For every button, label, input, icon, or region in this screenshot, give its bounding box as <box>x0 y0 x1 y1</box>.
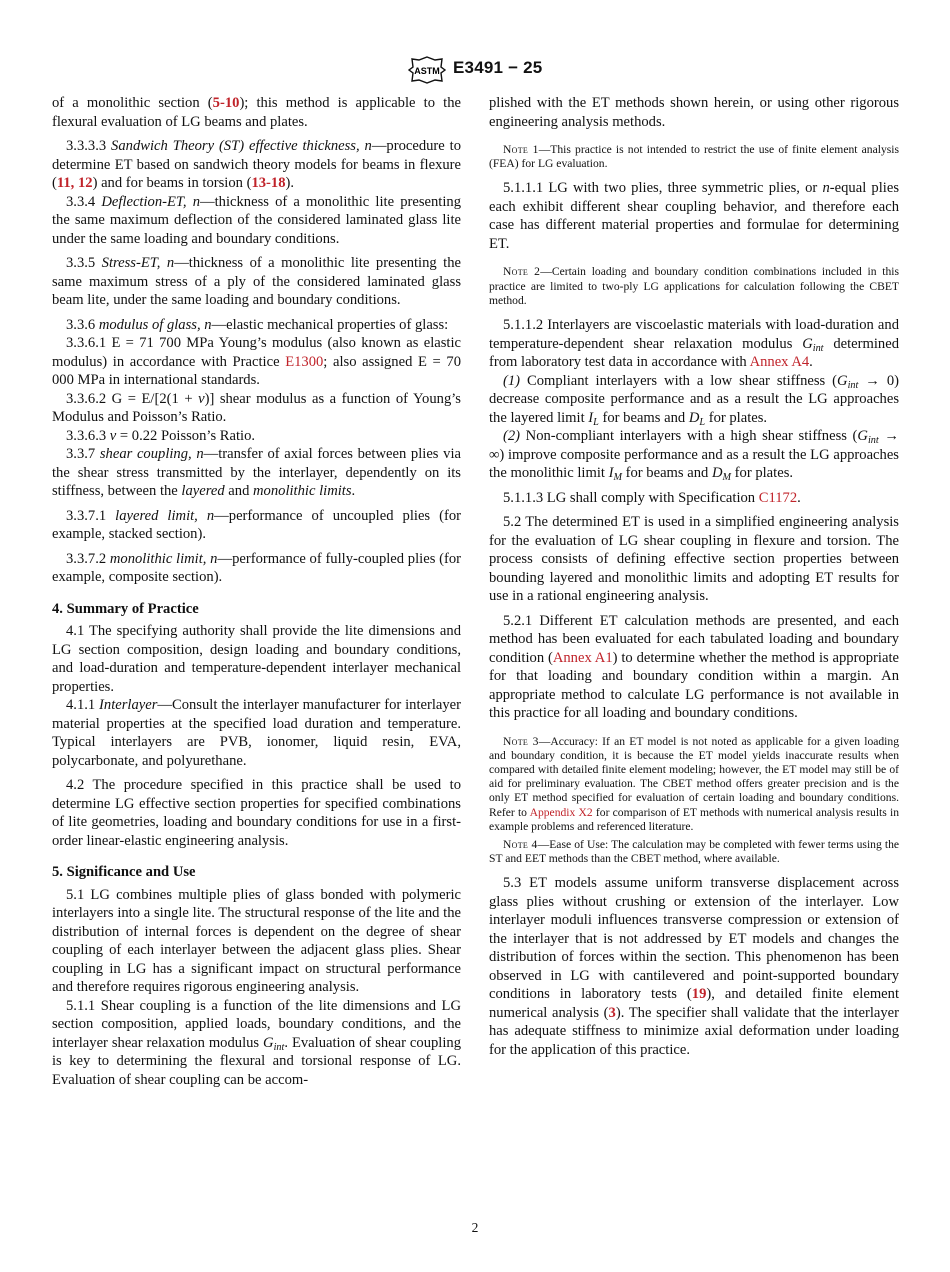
term: Deflection-ET, n <box>101 193 201 210</box>
note-label: Note 2 <box>503 265 541 279</box>
term: Interlayer <box>99 697 158 713</box>
term: monolithic limit, n <box>109 550 218 567</box>
paragraph-3-3-7-1: 3.3.7.1 layered limit, n—performance of uncoupled plies (for example, stacked section). <box>52 507 462 542</box>
note-label: Note 3 <box>503 734 539 748</box>
note-3: Note 3—Accuracy: If an ET model is not noted as applicable for a given loading and boundary condition, it is because the ET model yields inaccurate results when compared with detailed finite element modeling; however, the ET model may still be of aid for preliminary evaluation. The CBET method offers greater precision and is the only ET method specified for evaluation of certain loading and boundary conditions. Refer to Appendix X2 for comparison of ET methods with numerical analysis results in example problems and referenced literature. <box>489 734 900 833</box>
page-header <box>0 56 950 86</box>
astm-logo <box>408 56 446 84</box>
section-heading-5: 5. Significance and Use <box>52 864 196 880</box>
section-heading-4: 4. Summary of Practice <box>52 600 199 617</box>
paragraph-5-1-1-2-1: (1) Compliant interlayers with a low shear stiffness $(G_{int} \to 0)$ decrease composite performance and as a result the LG approaches the layered limit $I_L$ for beams and $D_L$ for plates. <box>489 372 899 428</box>
left-column <box>52 94 461 1089</box>
term: layered limit, n <box>115 507 215 524</box>
paragraph-5-1-1-1: 5.1.1.1 LG with two plies, three symmetric plies, or n-equal plies each exhibit different shear coupling behavior, and therefore each case has different material properties and formulae for determining ET. <box>489 180 899 252</box>
paragraph-3-3-7: 3.3.7 shear coupling, n—transfer of axial forces between plies via the shear stress transmitted by the interlayer, dependently on its stiffness, between the layered and monolithic limits. <box>52 446 461 499</box>
paragraph-3-3-4: 3.3.4 Deflection-ET, n—thickness of a monolithic lite presenting the same maximum deflection of the considered laminated glass lite under the same loading and boundary conditions. <box>52 193 461 247</box>
paragraph-3-3-6-2: 3.3.6.2 G = E/[2(1 + ν)] shear modulus as a function of Young’s Modulus and Poisson’s Ratio. <box>52 390 461 425</box>
term: shear coupling, n <box>99 446 204 462</box>
paragraph-3-3-6: 3.3.6 modulus of glass, n—elastic mechanical properties of glass: <box>66 316 449 333</box>
paragraph-4-1: 4.1 The specifying authority shall provide the lite dimensions and LG section composition, design loading and boundary conditions, and load-duration and temperature-dependent interlayer mechanical properties. <box>52 623 461 695</box>
annex-a1-link[interactable]: Annex A1 <box>552 649 613 666</box>
page-number: 2 <box>471 1220 479 1235</box>
standard-designation: E3491 − 25 <box>453 58 543 77</box>
appendix-x2-link[interactable]: Appendix X2 <box>529 805 593 819</box>
paragraph-5-1: 5.1 LG combines multiple plies of glass bonded with polymeric interlayers into a single lite. The structural response of the lite and the distribution of internal forces is dependent on the degree of shear coupling of each interlayer between the adjacent glass plies. Shear coupling in LG has a significant impact on structural performance and therefore requires rigorous engineering analysis. <box>52 886 461 995</box>
paragraph-5-1-1: 5.1.1 Shear coupling is a function of the lite dimensions and LG section composition, applied loads, boundary conditions, and the interlayer shear relaxation modulus $G_{int}$. Evaluation of shear coupling is key to determining the flexural and torsional response of LG. Evaluation of shear coupling can be accom- <box>52 997 461 1088</box>
note-label: Note 4 <box>503 837 538 851</box>
paragraph-5-1-1-2-2: (2) Non-compliant interlayers with a high shear stiffness ($G_{int}$ → ∞) improve composite performance and as a result the LG approaches the monolithic limit $I_M$ for beams and $D_M$ for plates. <box>489 428 899 484</box>
annex-a4-link[interactable]: Annex A4 <box>749 354 810 371</box>
paragraph-5-1-1-2: 5.1.1.2 Interlayers are viscoelastic materials with load-duration and temperature-dependent shear relaxation modulus $G_{int}$ determined from laboratory test data in accordance with Annex A4. <box>489 317 899 371</box>
paragraph-3-3-3-3: 3.3.3.3 Sandwich Theory (ST) effective thickness, n—procedure to determine ET based on sandwich theory models for beams in flexure (11, 12) and for beams in torsion (13-18). <box>52 138 462 191</box>
note-4: Note 4—Ease of Use: The calculation may be completed with fewer terms using the ST and EET methods than the CBET method, where available. <box>489 837 900 866</box>
note-1: Note 1—This practice is not intended to restrict the use of finite element analysis (FEA) for LG evaluation. <box>489 143 899 171</box>
term: Stress-ET, n <box>101 255 175 271</box>
paragraph-5-3: 5.3 ET models assume uniform transverse displacement across glass plies without crushing or extension of the interlayer. Low interlayer moduli influences transverse compression or extension of the interlayer that is not addressed by ET models and changes the distribution of forces within the section. This phenomenon has been observed in LG with cantilevered and point-supported boundary conditions in laboratory tests (19), and detailed finite element numerical analysis (3). The specifier shall validate that the interlayer has adequate stiffness to minimize axial deformation under loading for the application of this practice. <box>489 875 899 1058</box>
reference-link[interactable]: 13-18 <box>251 175 286 191</box>
paragraph-3-3-6-3: 3.3.6.3 ν = 0.22 Poisson’s Ratio. <box>66 427 256 444</box>
term: Sandwich Theory (ST) effective thickness, n <box>111 138 372 154</box>
paragraph-5-2: 5.2 The determined ET is used in a simplified engineering analysis for the evaluation of LG shear coupling in flexure and torsion. The process consists of defining effective section properties between bounding layered and monolithic limits and adopting ET results for use in a rational engineering analysis. <box>489 514 899 605</box>
astm-logo-text: ASTM <box>414 66 440 76</box>
paragraph-3-3-5: 3.3.5 Stress-ET, n—thickness of a monolithic lite presenting the same maximum stress of a ply of the considered laminated glass beam lite, under the same loading and boundary conditions. <box>52 255 461 308</box>
paragraph-4-1-1: 4.1.1 Interlayer—Consult the interlayer manufacturer for interlayer material properties at the specified load duration and temperature. Typical interlayers are PVB, ionomer, liquid resin, EVA, polycarbonate, and polyurethane. <box>52 697 462 769</box>
reference-link[interactable]: 5-10 <box>212 95 240 111</box>
standard-link-c1172[interactable]: C1172 <box>758 489 798 506</box>
note-2: Note 2—Certain loading and boundary condition combinations included in this practice are limited to two-ply LG applications for calculation following the CBET method. <box>489 265 899 307</box>
note-label: Note 1 <box>503 143 539 156</box>
paragraph-5-2-1: 5.2.1 Different ET calculation methods are presented, and each method has been evaluated for each tabulated loading and boundary condition (Annex A1) to determine whether the method is appropriate for that loading and boundary condition within a margin. An appropriate method to calculate LG performance is not available in this practice for all loading and boundary conditions. <box>489 612 899 722</box>
paragraph-5-1-1-cont: plished with the ET methods shown herein, or using other rigorous engineering analysis methods. <box>489 95 899 130</box>
paragraph-3-3-7-2: 3.3.7.2 monolithic limit, n—performance of fully-coupled plies (for example, composite section). <box>52 550 461 585</box>
paragraph-3-3-6-1: 3.3.6.1 E = 71 700 MPa Young’s modulus (also known as elastic modulus) in accordance with Practice E1300; also assigned E = 70 000 MPa in international standards. <box>52 335 461 388</box>
term: modulus of glass, n <box>98 316 212 333</box>
reference-link[interactable]: 19 <box>691 986 707 1003</box>
paragraph-4-2: 4.2 The procedure specified in this practice shall be used to determine LG effective section properties for specified combinations of lite geometries, loading and boundary conditions for use in a first-order linear-elastic engineering analysis. <box>52 777 461 849</box>
paragraph-3-3-3-2-cont: of a monolithic section (5-10); this method is applicable to the flexural evaluation of LG beams and plates. <box>52 95 461 130</box>
right-column <box>489 94 899 1059</box>
standard-link-e1300[interactable]: E1300 <box>285 353 324 370</box>
reference-link[interactable]: 11, 12 <box>56 175 93 191</box>
paragraph-5-1-1-3: 5.1.1.3 LG shall comply with Specification C1172. <box>503 489 801 506</box>
reference-link[interactable]: 3 <box>608 1004 616 1021</box>
